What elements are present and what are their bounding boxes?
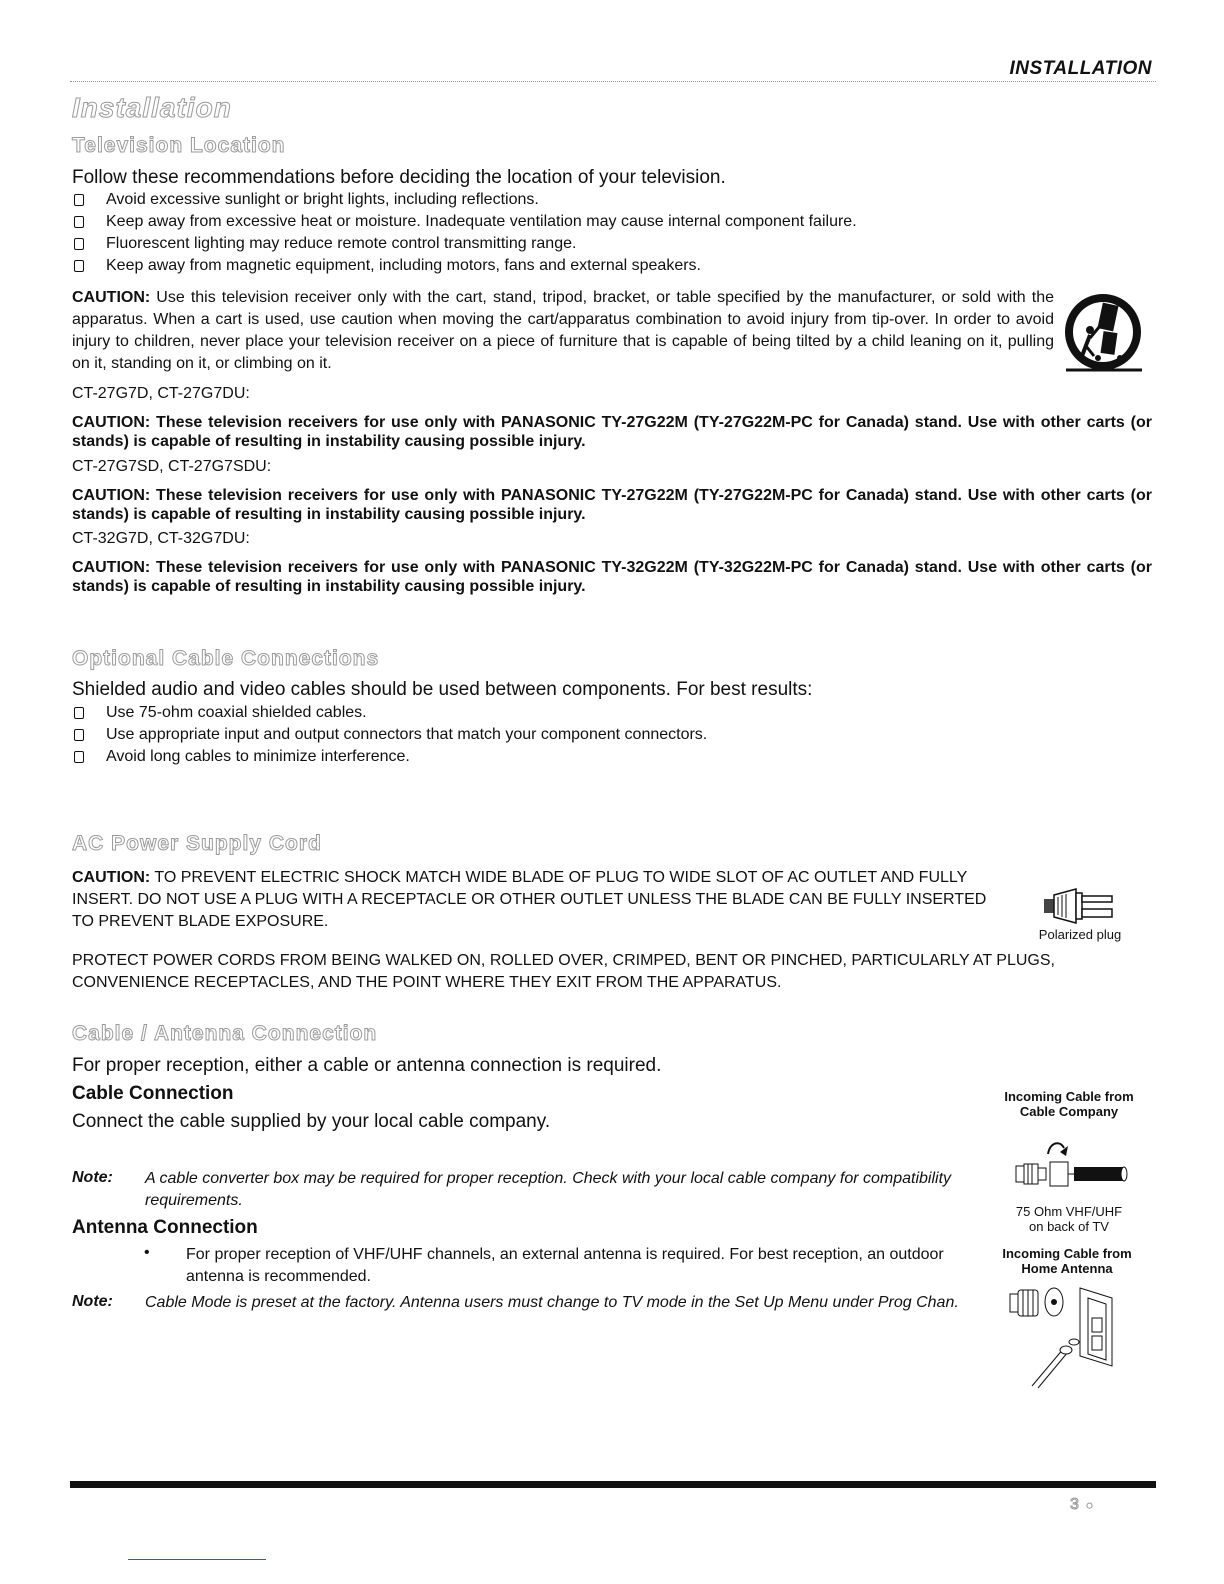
cart-caution-paragraph [72, 287, 1054, 375]
optional-cable-list [70, 702, 1070, 768]
section-title-tv-location: Television Location [72, 134, 286, 157]
link-underline [128, 1559, 266, 1560]
list-item: Use appropriate input and output connectors that match your component connectors. [70, 724, 1070, 746]
page-number: 3 ● [1070, 1496, 1095, 1513]
antenna-bullet-text: For proper reception of VHF/UHF channels, an external antenna is required. For best reception, an outdoor antenna is recommended. [186, 1246, 944, 1285]
note-label: Note: [72, 1293, 113, 1310]
ac-caution-text: TO PREVENT ELECTRIC SHOCK MATCH WIDE BLADE OF PLUG TO WIDE SLOT OF AC OUTLET AND FULLY INSERT. DO NOT USE A PLUG WITH A RECEPTACLE OR OTHER OUTLET UNLESS THE BLADE CAN BE FULLY INSERTED TO PREVENT BLADE EXPOSURE. [72, 869, 987, 930]
list-item: Keep away from magnetic equipment, including motors, fans and external speakers. [70, 255, 1070, 277]
model-caution: CAUTION: These television receivers for use only with PANASONIC TY-27G22M (TY-27G22M-PC for Canada) stand. Use with other carts (or stands) is capable of resulting in instability causing possible injury. [72, 487, 1152, 523]
footer-rule [70, 1481, 1156, 1488]
section-title-ac-power: AC Power Supply Cord [72, 832, 322, 855]
page-title: Installation [72, 92, 232, 123]
antenna-connector-icon [1004, 1282, 1128, 1390]
cable-connector-icon [1014, 1136, 1130, 1192]
section-title-optional-cable: Optional Cable Connections [72, 647, 380, 670]
fig-cable-caption: Incoming Cable from Cable Company [1004, 1089, 1134, 1119]
cart-warning-icon [1060, 290, 1146, 376]
section-title-cable-antenna: Cable / Antenna Connection [72, 1022, 378, 1045]
cable-antenna-lead: For proper reception, either a cable or antenna connection is required. [72, 1055, 662, 1076]
running-head: INSTALLATION [1009, 58, 1152, 79]
list-item: Keep away from excessive heat or moisture. Inadequate ventilation may cause internal component failure. [70, 211, 1070, 233]
note-label: Note: [72, 1169, 113, 1186]
list-item: Avoid long cables to minimize interference. [70, 746, 1070, 768]
cable-connection-heading: Cable Connection [72, 1083, 234, 1104]
list-item: Avoid excessive sunlight or bright lights, including reflections. [70, 189, 1070, 211]
model-label: CT-27G7D, CT-27G7DU: [72, 385, 250, 402]
protect-cords-paragraph: PROTECT POWER CORDS FROM BEING WALKED ON, ROLLED OVER, CRIMPED, BENT OR PINCHED, PARTICULARLY AT PLUGS, CONVENIENCE RECEPTACLES, AND THE POINT WHERE THEY EXIT FROM THE APPARATUS. [72, 952, 1055, 991]
optional-cable-lead: Shielded audio and video cables should be used between components. For best results: [72, 679, 813, 700]
ac-caution-paragraph [72, 867, 1012, 933]
model-label: CT-27G7SD, CT-27G7SDU: [72, 458, 272, 475]
fig-back-of-tv-caption: 75 Ohm VHF/UHF on back of TV [1015, 1204, 1123, 1234]
model-caution: CAUTION: These television receivers for use only with PANASONIC TY-32G22M (TY-32G22M-PC for Canada) stand. Use with other carts (or stands) is capable of resulting in instability causing possible injury. [72, 559, 1152, 595]
note-converter-box: A cable converter box may be required for proper reception. Check with your local cable company for compatibility requirements. [145, 1170, 952, 1209]
model-label: CT-32G7D, CT-32G7DU: [72, 530, 250, 547]
fig-antenna-caption: Incoming Cable from Home Antenna [1002, 1246, 1132, 1276]
cable-connection-text: Connect the cable supplied by your local cable company. [72, 1111, 551, 1132]
caution-text: Use this television receiver only with the cart, stand, tripod, bracket, or table specified by the manufacturer, or sold with the apparatus. When a cart is used, use caution when moving the cart/apparatus combination to avoid injury from tip-over. In order to avoid injury to children, never place your television receiver on a piece of furniture that is capable of being tilted by a child leaning on it, pulling on it, standing on it, or climbing on it. [72, 289, 1055, 372]
tv-location-lead: Follow these recommendations before deciding the location of your television. [72, 167, 726, 188]
header-rule [70, 81, 1156, 82]
model-caution: CAUTION: These television receivers for use only with PANASONIC TY-27G22M (TY-27G22M-PC for Canada) stand. Use with other carts (or stands) is capable of resulting in instability causing possible injury. [72, 414, 1152, 450]
list-item: Use 75-ohm coaxial shielded cables. [70, 702, 1070, 724]
note-cable-mode: Cable Mode is preset at the factory. Antenna users must change to TV mode in the Set Up Menu under Prog Chan. [145, 1294, 959, 1311]
polarized-plug-icon [1042, 885, 1120, 927]
caution-label: CAUTION: [72, 869, 151, 886]
caution-label: CAUTION: [72, 289, 151, 306]
list-item: Fluorescent lighting may reduce remote control transmitting range. [70, 233, 1070, 255]
antenna-connection-heading: Antenna Connection [72, 1217, 258, 1238]
polarized-plug-caption: Polarized plug [1038, 927, 1122, 942]
tv-location-list [70, 189, 1070, 277]
bullet-dot: • [144, 1244, 150, 1261]
